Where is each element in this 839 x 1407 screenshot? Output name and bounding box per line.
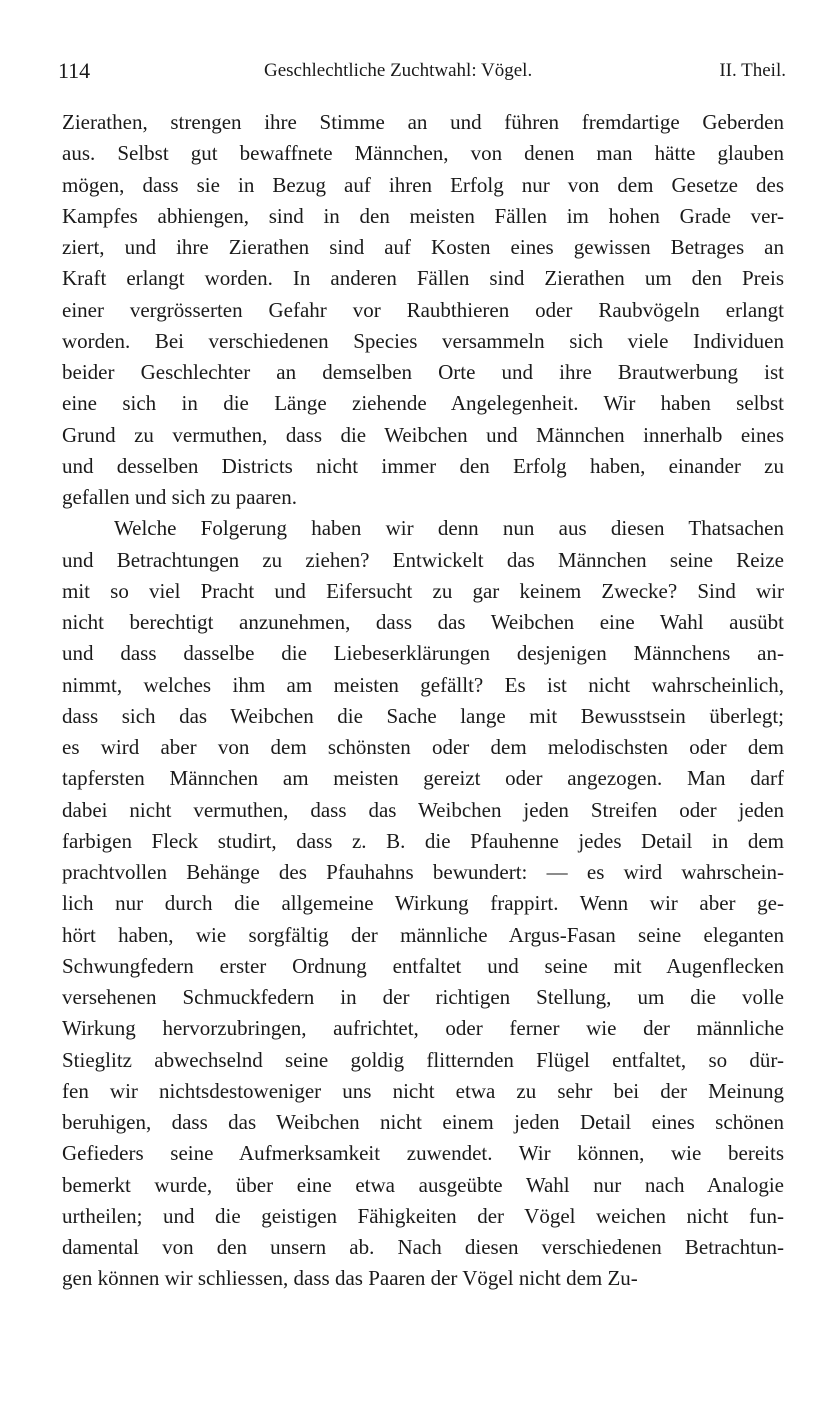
text-line: und Betrachtungen zu ziehen? Entwickelt das Männchen seine Reize	[62, 547, 784, 572]
text-line: fen wir nichtsdestoweniger uns nicht etwa zu sehr bei der Meinung	[62, 1078, 784, 1103]
text-line: und dass dasselbe die Liebeserklärungen desjenigen Männchens an-	[62, 641, 784, 666]
text-line: hört haben, wie sorgfältig der männliche Argus-Fasan seine eleganten	[62, 922, 784, 947]
text-line: Stieglitz abwechselnd seine goldig flitternden Flügel entfaltet, so dür-	[62, 1047, 784, 1072]
text-line: ziert, und ihre Zierathen sind auf Kosten eines gewissen Betrages an	[62, 235, 784, 259]
text-line: mit so viel Pracht und Eifersucht zu gar keinem Zwecke? Sind wir	[62, 578, 784, 603]
text-line: nimmt, welches ihm am meisten gefällt? Es ist nicht wahrscheinlich,	[62, 672, 784, 697]
text-line: Welche Folgerung haben wir denn nun aus diesen Thatsachen	[114, 516, 784, 541]
text-line: eine sich in die Länge ziehende Angelegenheit. Wir haben selbst	[62, 391, 784, 416]
text-line: beider Geschlechter an demselben Orte und ihre Brautwerbung ist	[62, 360, 784, 384]
text-line: farbigen Fleck studirt, dass z. B. die Pfauhenne jedes Detail in dem	[62, 828, 784, 853]
text-line: es wird aber von dem schönsten oder dem melodischsten oder dem	[62, 735, 784, 759]
text-line: gefallen und sich zu paaren.	[62, 485, 297, 509]
text-line: damental von den unsern ab. Nach diesen verschiedenen Betrachtun-	[62, 1235, 784, 1259]
text-line: mögen, dass sie in Bezug auf ihren Erfolg nur von dem Gesetze des	[62, 172, 784, 197]
running-title: Geschlechtliche Zuchtwahl: Vögel.	[264, 60, 533, 81]
text-line: Kampfes abhiengen, sind in den meisten Fällen im hohen Grade ver-	[62, 203, 784, 228]
text-line: und desselben Districts nicht immer den Erfolg haben, einander zu	[62, 453, 784, 478]
text-line: Grund zu vermuthen, dass die Weibchen und Männchen innerhalb eines	[62, 422, 784, 447]
page-number: 114	[58, 58, 91, 83]
text-line: nicht berechtigt anzunehmen, dass das Weibchen eine Wahl ausübt	[62, 610, 784, 634]
text-line: Kraft erlangt worden. In anderen Fällen sind Zierathen um den Preis	[62, 266, 784, 291]
text-line: urtheilen; und die geistigen Fähigkeiten der Vögel weichen nicht fun-	[62, 1203, 784, 1228]
running-header	[58, 58, 786, 92]
text-line: dass sich das Weibchen die Sache lange mit Bewusstsein überlegt;	[62, 703, 784, 728]
text-line: prachtvollen Behänge des Pfauhahns bewundert: — es wird wahrschein-	[62, 860, 784, 884]
body-text	[62, 107, 784, 1295]
text-line: einer vergrösserten Gefahr vor Raubthieren oder Raubvögeln erlangt	[62, 297, 784, 322]
text-line: dabei nicht vermuthen, dass das Weibchen jeden Streifen oder jeden	[62, 797, 784, 822]
text-line: lich nur durch die allgemeine Wirkung frappirt. Wenn wir aber ge-	[62, 891, 784, 916]
text-line: worden. Bei verschiedenen Species versammeln sich viele Individuen	[62, 328, 784, 353]
text-line: Wirkung hervorzubringen, aufrichtet, oder ferner wie der männliche	[62, 1016, 784, 1041]
text-line: Schwungfedern erster Ordnung entfaltet und seine mit Augenflecken	[62, 953, 784, 978]
text-line: tapfersten Männchen am meisten gereizt oder angezogen. Man darf	[62, 766, 784, 791]
text-line: versehenen Schmuckfedern in der richtigen Stellung, um die volle	[62, 985, 784, 1009]
text-line: Gefieders seine Aufmerksamkeit zuwendet. Wir können, wie bereits	[62, 1141, 784, 1166]
text-line: gen können wir schliessen, dass das Paaren der Vögel nicht dem Zu-	[62, 1266, 638, 1291]
part-label: II. Theil.	[719, 60, 786, 81]
text-line: Zierathen, strengen ihre Stimme an und führen fremdartige Geberden	[62, 110, 784, 134]
text-line: beruhigen, dass das Weibchen nicht einem jeden Detail eines schönen	[62, 1110, 784, 1134]
text-line: bemerkt wurde, über eine etwa ausgeübte Wahl nur nach Analogie	[62, 1172, 784, 1197]
text-line: aus. Selbst gut bewaffnete Männchen, von denen man hätte glauben	[62, 141, 784, 166]
